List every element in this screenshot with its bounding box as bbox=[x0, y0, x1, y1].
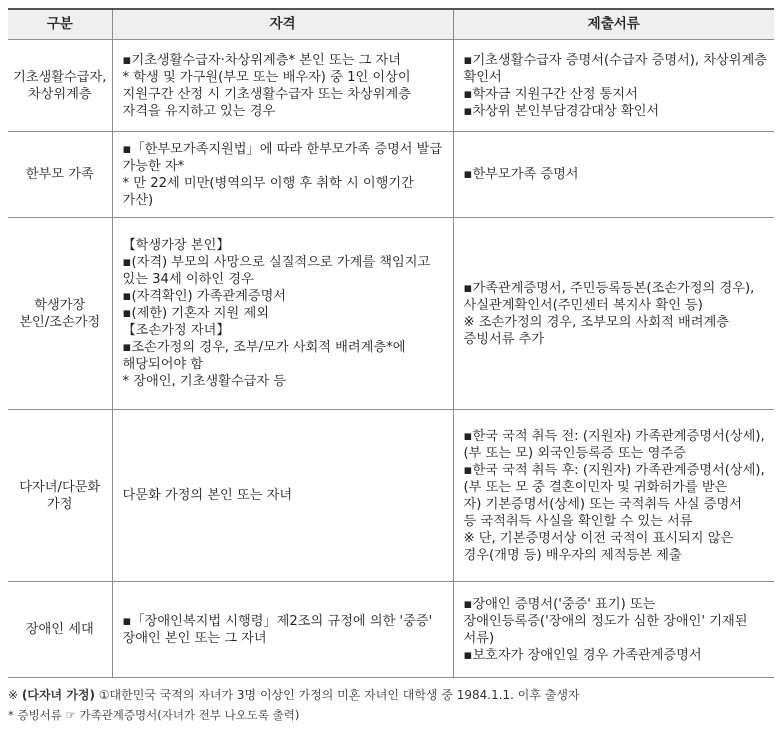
category-cell-line: 학생가장 bbox=[34, 297, 86, 313]
table-row bbox=[8, 218, 774, 410]
documents-cell-line: 자) 기본증명서(상세) 또는 국적취득 사실 증명서 bbox=[463, 496, 742, 512]
qualification-cell-line: 가능한 자* bbox=[122, 158, 185, 174]
documents-cell-line: ▪한국 국적 취득 전: (지원자) 가족관계증명서(상세), bbox=[463, 428, 765, 444]
qualification-cell-line: 자격을 유지하고 있는 경우 bbox=[122, 103, 276, 119]
documents-cell-line: ▪보호자가 장애인일 경우 가족관계증명서 bbox=[463, 647, 702, 663]
category-cell-line: 본인/조손가정 bbox=[19, 314, 101, 330]
qualification-cell bbox=[112, 40, 453, 132]
documents-cell-line: ▪한부모가족 증명서 bbox=[463, 167, 579, 182]
category-cell-line: 다자녀/다문화 bbox=[19, 479, 101, 495]
footnote-mark: ※ bbox=[8, 688, 22, 702]
documents-cell-line: ▪학자금 지원구간 산정 통지서 bbox=[463, 86, 638, 102]
documents-cell bbox=[453, 410, 774, 582]
documents-cell bbox=[453, 132, 774, 218]
category-cell bbox=[8, 218, 112, 410]
documents-cell-line: ※ 조손가정의 경우, 조부모의 사회적 배려계층 bbox=[463, 314, 730, 330]
table-row bbox=[8, 582, 774, 678]
qualification-cell-line: ▪(자격확인) 가족관계증명서 bbox=[122, 289, 287, 304]
category-cell bbox=[8, 40, 112, 132]
qualification-cell-line: 가산) bbox=[122, 192, 154, 208]
qualification-cell-line: ▪「장애인복지법 시행령」제2조의 규정에 의한 '중증' bbox=[122, 613, 433, 629]
documents-cell-line: 확인서 bbox=[463, 69, 502, 85]
documents-cell-line: 등 국적취득 사실을 확인할 수 있는 서류 bbox=[463, 513, 693, 529]
qualification-cell-line: 【학생가장 본인】 bbox=[122, 238, 230, 253]
qualification-cell bbox=[112, 132, 453, 218]
qualification-cell-line: ▪기초생활수급자·차상위계층* 본인 또는 그 자녀 bbox=[122, 52, 402, 68]
table-row bbox=[8, 132, 774, 218]
documents-cell-line: (부 또는 모 중 결혼이민자 및 귀화허가를 받은 bbox=[463, 479, 728, 495]
category-cell bbox=[8, 582, 112, 678]
document bbox=[8, 8, 774, 725]
qualification-cell-line: ▪(자격) 부모의 사망으로 실질적으로 가계를 책임지고 bbox=[122, 255, 431, 270]
category-cell bbox=[8, 132, 112, 218]
documents-cell-line: ▪장애인 증명서('중증' 표기) 또는 bbox=[463, 596, 656, 612]
category-cell-line: 한부모 가족 bbox=[25, 167, 94, 182]
qualification-cell-line: 다문화 가정의 본인 또는 자녀 bbox=[122, 488, 293, 503]
documents-cell-line: 증빙서류 추가 bbox=[463, 331, 545, 347]
qualification-cell-line: 【조손가정 자녀】 bbox=[122, 323, 230, 338]
qualification-cell-line: ▪조손가정의 경우, 조부/모가 사회적 배려계층*에 bbox=[122, 340, 406, 355]
qualification-cell-line: * 만 22세 미만(병역의무 이행 후 취학 시 이행기간 bbox=[122, 175, 414, 191]
header-qualification: 자격 bbox=[112, 9, 453, 40]
documents-cell bbox=[453, 218, 774, 410]
category-cell-line: 가정 bbox=[47, 496, 73, 512]
documents-cell-line: ▪가족관계증명서, 주민등록등본(조손가정의 경우), bbox=[463, 280, 755, 296]
qualification-cell-line: * 장애인, 기초생활수급자 등 bbox=[122, 374, 286, 389]
footnotes bbox=[8, 685, 774, 725]
documents-cell bbox=[453, 582, 774, 678]
documents-cell bbox=[453, 40, 774, 132]
qualification-cell-line: 장애인 본인 또는 그 자녀 bbox=[122, 630, 267, 646]
documents-cell-line: ▪한국 국적 취득 후: (지원자) 가족관계증명서(상세), bbox=[463, 462, 765, 478]
header-row bbox=[8, 9, 774, 40]
qualification-cell-line: 지원구간 산정 시 기초생활수급자 또는 차상위계층 bbox=[122, 86, 411, 102]
documents-cell-line: ▪기초생활수급자 증명서(수급자 증명서), 차상위계층 bbox=[463, 52, 768, 68]
documents-cell-line: (부 또는 모) 외국인등록증 또는 영주증 bbox=[463, 445, 686, 461]
documents-cell-line: 장애인등록증('장애의 정도가 심한 장애인' 기재된 bbox=[463, 613, 748, 629]
footnote-documents: * 증빙서류 ☞ 가족관계증명서(자녀가 전부 나오도록 출력) bbox=[8, 708, 300, 722]
footnote-multichild bbox=[8, 685, 774, 705]
header-documents: 제출서류 bbox=[453, 9, 774, 40]
category-cell-line: 장애인 세대 bbox=[25, 622, 94, 637]
documents-cell-line: ※ 단, 기본증명서상 이전 국적이 표시되지 않은 bbox=[463, 530, 734, 546]
eligibility-table bbox=[8, 8, 774, 678]
documents-cell-line: 경우(개명 등) 배우자의 제적등본 제출 bbox=[463, 547, 682, 563]
qualification-cell-line: ▪「한부모가족지원법」에 따라 한부모가족 증명서 발급 bbox=[122, 141, 443, 157]
qualification-cell bbox=[112, 582, 453, 678]
footnote-text: ①대한민국 국적의 자녀가 3명 이상인 가정의 미혼 자녀인 대학생 중 1984.1.1. 이후 출생자 bbox=[94, 688, 580, 702]
qualification-cell bbox=[112, 218, 453, 410]
category-cell-line: 차상위계층 bbox=[27, 86, 92, 102]
qualification-cell-line: 있는 34세 이하인 경우 bbox=[122, 272, 254, 287]
category-cell bbox=[8, 410, 112, 582]
qualification-cell bbox=[112, 410, 453, 582]
footnote-label: (다자녀 가정) bbox=[21, 688, 95, 702]
table-row bbox=[8, 410, 774, 582]
documents-cell-line: 사실관계확인서(주민센터 복지사 확인 등) bbox=[463, 297, 703, 313]
header-category: 구분 bbox=[8, 9, 112, 40]
table-row bbox=[8, 40, 774, 132]
documents-cell-line: 서류) bbox=[463, 630, 495, 646]
documents-cell-line: ▪차상위 본인부담경감대상 확인서 bbox=[463, 103, 660, 119]
category-cell-line: 기초생활수급자, bbox=[13, 69, 107, 85]
qualification-cell-line: * 학생 및 가구원(부모 또는 배우자) 중 1인 이상이 bbox=[122, 69, 411, 85]
qualification-cell-line: 해당되어야 함 bbox=[122, 357, 204, 372]
qualification-cell-line: ▪(제한) 기혼자 지원 제외 bbox=[122, 306, 269, 321]
